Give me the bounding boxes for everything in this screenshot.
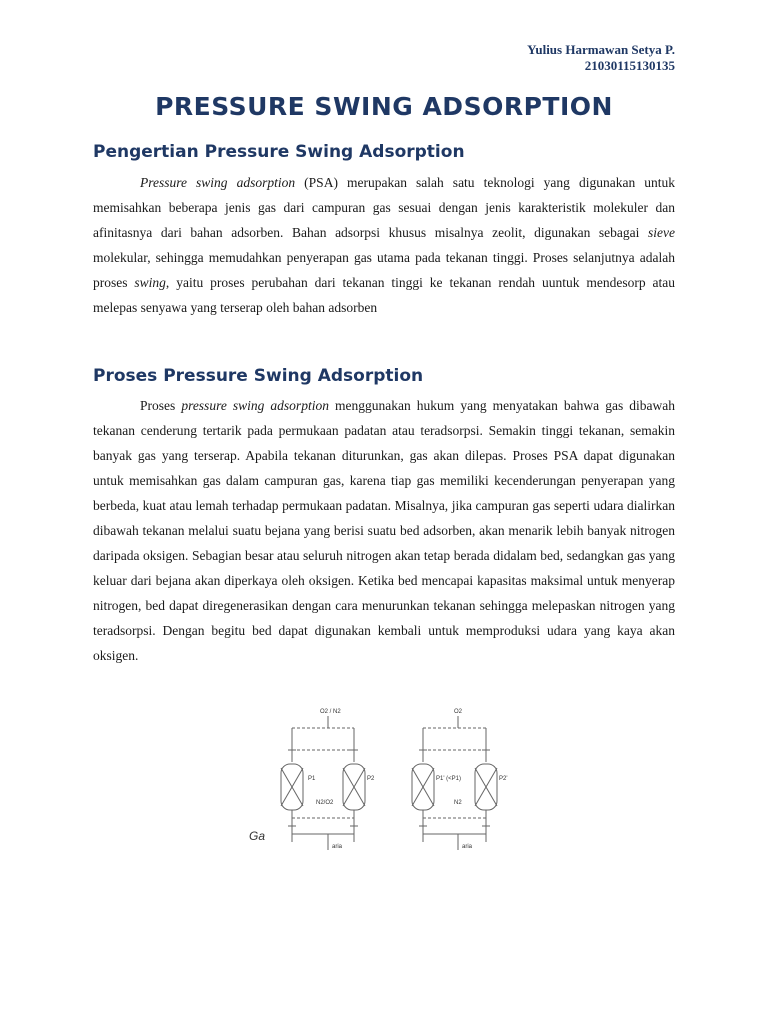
left-mid-label: N2/O2	[316, 800, 334, 806]
text-run: menggunakan hukum yang menyatakan bahwa gas dibawah tekanan cenderung tertarik pada permukaan padatan atau teradsorpsi. Semakin tinggi tekanan, semakin banyak gas yang terserap. Apabila tekanan diturunkan, gas akan dilepas. Proses PSA dapat digunakan untuk memisahkan gas dalam campuran gas, karena tiap gas memiliki kecenderungan penyerapan yang berbeda, kuat atau lemah terhadap permukaan padatan. Misalnya, jika campuran gas seperti udara dialirkan dibawah tekanan melalui suatu bejana yang berisi suatu bed adsorben, akan menarik lebih banyak nitrogen daripada oksigen. Sebagian besar atau seluruh nitrogen akan tetap berada didalam bed, sedangkan gas yang keluar dari bejana akan diperkaya oleh oksigen. Ketika bed mencapai kapasitas maksimal untuk menyerap nitrogen, bed dapat diregenerasikan dengan cara menurunkan tekanan sehingga melepaskan nitrogen yang teradsorpsi. Dengan begitu bed dapat digunakan kembali untuk memproduksi udara yang kaya akan oksigen.	[93, 398, 675, 663]
italic-text: Pressure swing adsorption	[140, 175, 296, 190]
right-top-label: O2	[454, 709, 463, 715]
psa-diagram-right	[412, 716, 497, 850]
author-name: Yulius Harmawan Setya P.	[527, 42, 675, 57]
left-p1-label: P1	[308, 776, 316, 782]
left-inlet-label: aria	[332, 844, 343, 850]
author-block	[527, 42, 675, 74]
right-mid-label: N2	[454, 800, 462, 806]
section-heading-proses: Proses Pressure Swing Adsorption	[93, 366, 424, 386]
text-run: molekular, sehingga memudahkan penyerapan gas utama pada tekanan tinggi. Proses selanjutnya adalah proses	[93, 250, 675, 290]
right-p1-label: P1' (<P1)	[436, 776, 461, 782]
author-nim: 21030115130135	[584, 58, 675, 73]
document-title: PRESSURE SWING ADSORPTION	[155, 92, 613, 121]
italic-text: swing	[134, 275, 166, 290]
italic-text: sieve	[648, 225, 675, 240]
psa-diagram-figure	[248, 702, 520, 862]
section-heading-pengertian: Pengertian Pressure Swing Adsorption	[93, 142, 465, 162]
text-run: (PSA) merupakan salah satu teknologi yang digunakan untuk memisahkan beberapa jenis gas dari campuran gas sesuai dengan jenis karakteristik molekuler dan afinitasnya dari bahan adsorben. Bahan adsorpsi khusus misalnya zeolit, digunakan sebagai	[93, 175, 675, 240]
text-run: , yaitu proses perubahan dari tekanan tinggi ke tekanan rendah uuntuk mendesorp atau melepas senyawa yang terserap oleh bahan adsorben	[93, 275, 675, 315]
right-p2-label: P2'	[499, 776, 508, 782]
paragraph-proses	[93, 393, 675, 668]
right-inlet-label: aria	[462, 844, 473, 850]
figure-caption-stub: Ga	[249, 829, 266, 843]
paragraph-pengertian	[93, 170, 675, 320]
italic-text: pressure swing adsorption	[181, 398, 329, 413]
left-top-label: O2 / N2	[320, 709, 341, 715]
psa-diagram	[248, 702, 520, 862]
text-run: Proses	[140, 398, 182, 413]
psa-diagram-left	[281, 716, 365, 850]
left-p2-label: P2	[367, 776, 375, 782]
